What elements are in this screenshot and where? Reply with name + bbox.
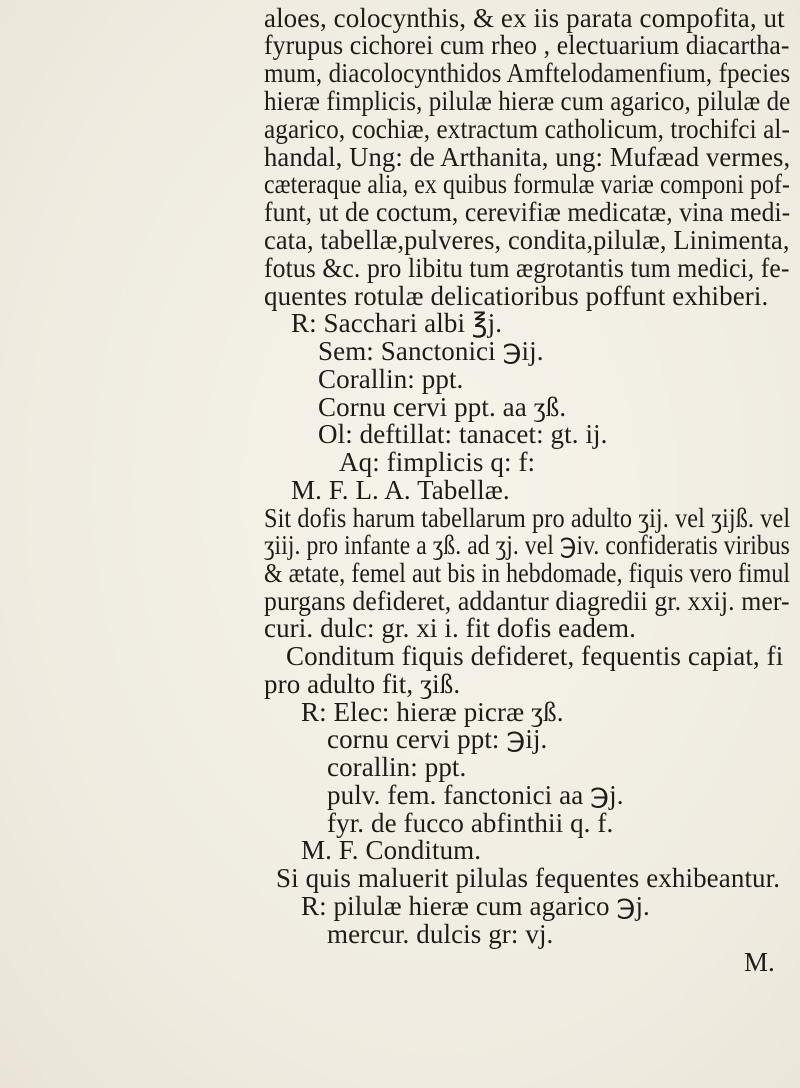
text-line: purgans defideret, addantur diagredii gr. xxij. mer- xyxy=(264,586,790,616)
text-line: cæteraque alia, ex quibus formulæ variæ componi pof- xyxy=(264,169,791,199)
recipe-line: M. F. Conditum. xyxy=(301,835,482,865)
text-line: agarico, cochiæ, extractum catholicum, trochifci al- xyxy=(264,114,790,144)
text-line: pro adulto fit, ʒiß. xyxy=(264,669,461,699)
recipe-line: fyr. de fucco abfinthii q. f. xyxy=(327,808,614,838)
text-line: fotus &c. pro libitu tum ægrotantis tum medici, fe- xyxy=(264,253,790,283)
text-line: quentes rotulæ delicatioribus poffunt exhiberi. xyxy=(264,281,769,311)
recipe-line: M. F. L. A. Tabellæ. xyxy=(291,475,510,505)
recipe-line: R: Elec: hieræ picræ ʒß. xyxy=(301,697,564,727)
text-line: hieræ fimplicis, pilulæ hieræ cum agarico, pilulæ de xyxy=(264,86,791,116)
recipe-line: R: pilulæ hieræ cum agarico ℈j. xyxy=(301,891,650,921)
catchword: M. xyxy=(744,947,775,977)
text-line: funt, ut de coctum, cerevifiæ medicatæ, vina medi- xyxy=(264,197,791,227)
text-line: Si quis maluerit pilulas fequentes exhibeantur. xyxy=(276,863,781,893)
text-line: mum, diacolocynthidos Amftelodamenfium, fpecies xyxy=(264,58,791,88)
recipe-line: Sem: Sanctonici ℈ij. xyxy=(318,336,544,366)
recipe-line: Cornu cervi ppt. aa ʒß. xyxy=(318,392,567,422)
text-line: cata, tabellæ,pulveres, condita,pilulæ, Linimenta, xyxy=(264,225,790,255)
text-line: ʒiij. pro infante a ʒß. ad ʒj. vel ℈iv. confideratis viribus xyxy=(264,530,790,560)
recipe-line: pulv. fem. fanctonici aa ℈j. xyxy=(327,780,624,810)
recipe-line: mercur. dulcis gr: vj. xyxy=(327,919,554,949)
recipe-line: R: Sacchari albi ℥j. xyxy=(291,308,503,338)
text-line: & ætate, femel aut bis in hebdomade, fiquis vero fimul xyxy=(264,558,791,588)
text-line: aloes, colocynthis, & ex iis parata compofita, ut xyxy=(264,3,785,33)
text-line: curi. dulc: gr. xi i. fit dofis eadem. xyxy=(264,613,636,643)
recipe-line: Ol: deftillat: tanacet: gt. ij. xyxy=(318,419,608,449)
text-line: handal, Ung: de Arthanita, ung: Mufæad vermes, xyxy=(264,142,791,172)
recipe-line: Corallin: ppt. xyxy=(318,364,464,394)
recipe-line: corallin: ppt. xyxy=(327,752,467,782)
text-line: Sit dofis harum tabellarum pro adulto ʒij. vel ʒijß. vel xyxy=(264,503,791,533)
recipe-line: Aq: fimplicis q: f: xyxy=(339,447,536,477)
text-line: fyrupus cichorei cum rheo , electuarium diacartha- xyxy=(264,30,790,60)
text-line: Conditum fiquis defideret, fequentis capiat, fi xyxy=(286,641,784,671)
recipe-line: cornu cervi ppt: ℈ij. xyxy=(327,724,548,754)
